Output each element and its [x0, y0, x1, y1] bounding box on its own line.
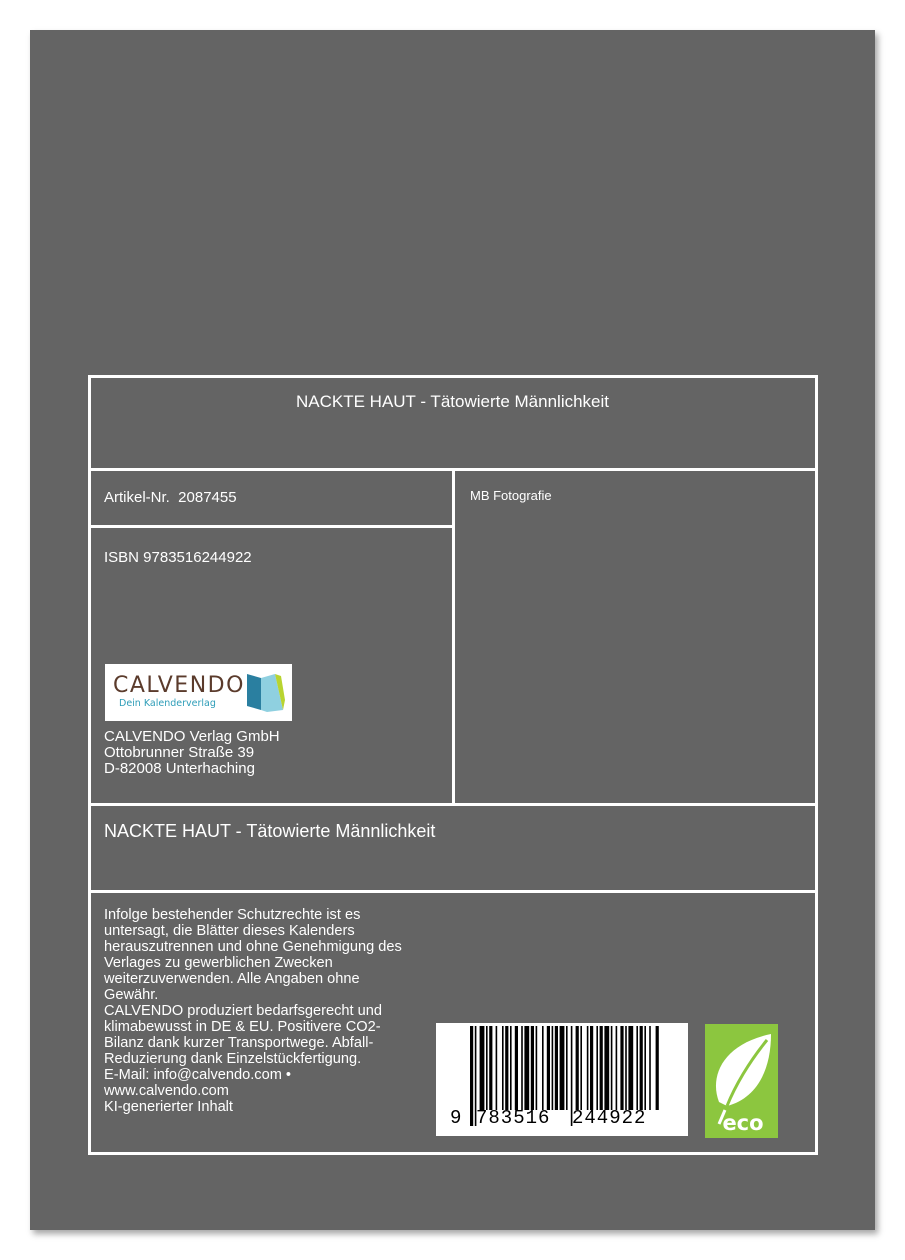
barcode-bar [560, 1026, 565, 1110]
barcode-digits [436, 1107, 688, 1131]
barcode-digits-left: 783516 [476, 1107, 551, 1129]
barcode-bar [590, 1026, 593, 1110]
barcode-bar [587, 1026, 589, 1110]
barcode-bar [555, 1026, 558, 1110]
barcode-bar [547, 1026, 550, 1110]
barcode-bar [531, 1026, 534, 1110]
cover-title-top: NACKTE HAUT - Tätowierte Männlichkeit [295, 392, 610, 411]
barcode-bar [596, 1026, 598, 1110]
logo-tagline: Dein Kalenderverlag [119, 698, 216, 709]
cover-title-middle: NACKTE HAUT - Tätowierte Männlichkeit [104, 821, 436, 841]
barcode-bar [604, 1026, 609, 1110]
barcode-bar [644, 1026, 646, 1110]
barcode-bar [502, 1026, 504, 1110]
article-number: Artikel-Nr. 2087455 [104, 489, 237, 506]
barcode-bar [656, 1026, 659, 1110]
cover-content [30, 30, 875, 1230]
barcode-digits-right: 244922 [572, 1107, 647, 1129]
barcode-bar [628, 1026, 633, 1110]
eco-label: eco [722, 1111, 764, 1135]
barcode-bar [480, 1026, 485, 1110]
barcode-bar [521, 1026, 523, 1110]
barcode-bar [552, 1026, 554, 1110]
barcode-bar [524, 1026, 529, 1110]
legal-notice: Infolge bestehender Schutzrechte ist es untersagt, die Blätter dieses Kalenders herauszutrennen und ohne Genehmigung des Verlages zu gewerblichen Zwecken weiterzuverwenden. Alle Angaben ohne Gewähr. CALVENDO produziert bedarfsgerecht und klimabewusst in DE & EU. Positivere CO2- Bilanz dank kurzer Transportwege. Abfall- Reduzierung dank Einzelstückfertigung. E-Mail: info@calvendo.com • www.calvendo.com KI-generierter Inhalt [104, 907, 402, 1115]
barcode-bar [580, 1026, 582, 1110]
barcode-bar [496, 1026, 498, 1110]
barcode-bar [640, 1026, 643, 1110]
calvendo-logo [105, 664, 292, 721]
barcode-bar [620, 1026, 623, 1110]
barcode-bar [611, 1026, 613, 1110]
barcode-bar [542, 1026, 544, 1110]
barcode-bar [510, 1026, 512, 1110]
isbn-number: ISBN 9783516244922 [104, 549, 252, 566]
publisher-address: CALVENDO Verlag GmbH Ottobrunner Straße 39 D-82008 Unterhaching [104, 728, 280, 777]
barcode-bar [649, 1026, 651, 1110]
barcode-bar [505, 1026, 508, 1110]
isbn-barcode [436, 1023, 688, 1136]
photographer-credit: MB Fotografie [470, 488, 552, 503]
logo-brand-text: CALVENDO [113, 673, 245, 698]
barcode-bar [636, 1026, 638, 1110]
barcode-digit-lead: 9 [450, 1107, 462, 1129]
barcode-bar [576, 1026, 579, 1110]
barcode-bar [616, 1026, 618, 1110]
barcode-bar [536, 1026, 538, 1110]
barcode-bar [489, 1026, 492, 1110]
barcode-bar [515, 1026, 518, 1110]
eco-badge [705, 1024, 778, 1138]
barcode-bar [566, 1026, 568, 1110]
barcode-bar [486, 1026, 488, 1110]
barcode-bar [600, 1026, 603, 1110]
calvendo-mark-icon [245, 670, 287, 714]
barcode-bar [625, 1026, 627, 1110]
